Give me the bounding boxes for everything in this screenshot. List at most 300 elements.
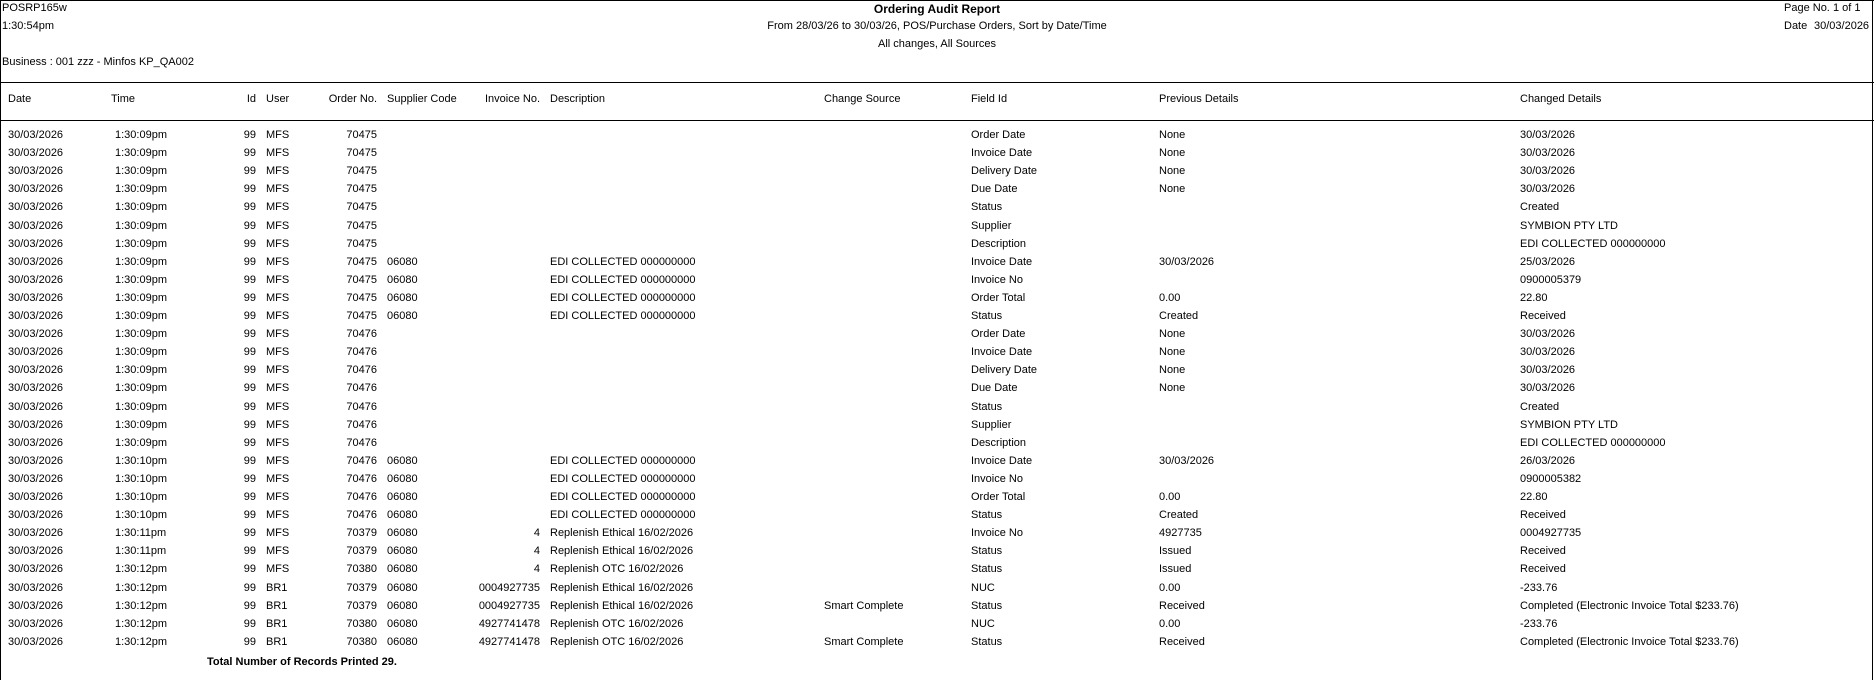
cell-time: 1:30:09pm — [115, 364, 167, 377]
table-row — [0, 437, 1874, 455]
cell-previous-details: 4927735 — [1159, 527, 1202, 540]
cell-date: 30/03/2026 — [8, 382, 64, 395]
table-row — [0, 582, 1874, 600]
cell-date: 30/03/2026 — [8, 400, 64, 413]
cell-time: 1:30:09pm — [115, 418, 167, 431]
table-row — [0, 364, 1874, 382]
cell-user: MFS — [266, 219, 290, 232]
cell-changed-details: 30/03/2026 — [1520, 165, 1576, 178]
cell-order-no: 70380 — [346, 635, 377, 648]
cell-date: 30/03/2026 — [8, 436, 64, 449]
cell-field-id: Invoice No — [971, 273, 1023, 286]
col-supplier-code: Supplier Code — [387, 93, 457, 105]
cell-date: 30/03/2026 — [8, 183, 64, 196]
cell-order-no: 70476 — [346, 346, 377, 359]
col-invoice-no: Invoice No. — [484, 93, 540, 105]
cell-supplier-code: 06080 — [387, 310, 418, 322]
cell-time: 1:30:09pm — [115, 165, 167, 178]
cell-order-no: 70475 — [346, 237, 377, 250]
report-date-value: 30/03/2026 — [1814, 20, 1870, 32]
cell-field-id: Status — [971, 310, 1003, 322]
cell-user: MFS — [266, 147, 290, 160]
cell-field-id: Status — [971, 563, 1003, 576]
cell-id: 99 — [243, 436, 256, 449]
cell-description: Replenish Ethical 16/02/2026 — [550, 581, 694, 594]
cell-previous-details: 0.00 — [1159, 291, 1181, 304]
cell-date: 30/03/2026 — [8, 346, 64, 359]
table-row — [0, 401, 1874, 419]
cell-changed-details: 30/03/2026 — [1520, 328, 1576, 341]
total-records: Total Number of Records Printed 29. — [207, 656, 397, 668]
cell-time: 1:30:10pm — [115, 472, 167, 485]
cell-time: 1:30:09pm — [115, 291, 167, 304]
cell-date: 30/03/2026 — [8, 201, 64, 214]
cell-time: 1:30:09pm — [115, 219, 167, 232]
cell-user: MFS — [266, 165, 290, 178]
cell-user: BR1 — [266, 581, 288, 594]
cell-field-id: Status — [971, 201, 1003, 214]
cell-previous-details: 0.00 — [1159, 581, 1181, 594]
cell-previous-details: None — [1159, 328, 1186, 341]
cell-order-no: 70476 — [346, 328, 377, 341]
column-header-row — [0, 93, 1874, 111]
cell-user: BR1 — [266, 599, 288, 612]
cell-description: Replenish OTC 16/02/2026 — [550, 617, 684, 630]
cell-id: 99 — [243, 237, 256, 250]
cell-time: 1:30:12pm — [115, 581, 167, 594]
cell-date: 30/03/2026 — [8, 617, 64, 630]
page-number-value: 1 of 1 — [1833, 2, 1861, 14]
cell-changed-details: Received — [1520, 509, 1566, 522]
cell-date: 30/03/2026 — [8, 328, 64, 341]
cell-field-id: Order Total — [971, 491, 1026, 503]
cell-previous-details: Issued — [1159, 563, 1192, 576]
cell-changed-details: EDI COLLECTED 000000000 — [1520, 237, 1666, 250]
cell-previous-details: 0.00 — [1159, 491, 1181, 503]
col-user: User — [266, 93, 290, 105]
cell-user: MFS — [266, 436, 290, 449]
cell-invoice-no: 4927741478 — [478, 617, 540, 630]
cell-id: 99 — [243, 617, 256, 630]
cell-time: 1:30:09pm — [115, 346, 167, 359]
cell-user: MFS — [266, 563, 290, 576]
col-previous-details: Previous Details — [1159, 93, 1239, 105]
cell-changed-details: 0900005382 — [1520, 472, 1582, 485]
cell-time: 1:30:09pm — [115, 400, 167, 413]
cell-time: 1:30:09pm — [115, 382, 167, 395]
cell-field-id: Order Date — [971, 328, 1026, 341]
cell-time: 1:30:09pm — [115, 310, 167, 322]
table-row — [0, 129, 1874, 147]
cell-id: 99 — [243, 364, 256, 377]
cell-changed-details: SYMBION PTY LTD — [1520, 219, 1619, 232]
cell-description: EDI COLLECTED 000000000 — [550, 310, 696, 322]
cell-date: 30/03/2026 — [8, 291, 64, 304]
cell-supplier-code: 06080 — [387, 545, 418, 558]
cell-order-no: 70476 — [346, 382, 377, 395]
cell-user: MFS — [266, 328, 290, 341]
cell-field-id: Status — [971, 599, 1003, 612]
cell-id: 99 — [243, 310, 256, 322]
cell-field-id: Description — [971, 237, 1027, 250]
cell-id: 99 — [243, 346, 256, 359]
cell-field-id: Description — [971, 436, 1027, 449]
cell-order-no: 70476 — [346, 509, 377, 522]
cell-date: 30/03/2026 — [8, 364, 64, 377]
table-row — [0, 274, 1874, 292]
table-row — [0, 310, 1874, 328]
cell-id: 99 — [243, 273, 256, 286]
cell-changed-details: Received — [1520, 310, 1566, 322]
cell-time: 1:30:12pm — [115, 617, 167, 630]
cell-order-no: 70476 — [346, 454, 377, 467]
cell-supplier-code: 06080 — [387, 491, 418, 503]
table-row — [0, 147, 1874, 165]
table-row — [0, 473, 1874, 491]
cell-changed-details: 22.80 — [1520, 291, 1548, 304]
cell-field-id: Invoice Date — [971, 454, 1033, 467]
cell-change-source: Smart Complete — [824, 635, 904, 648]
cell-user: MFS — [266, 545, 290, 558]
cell-time: 1:30:11pm — [115, 545, 167, 558]
cell-id: 99 — [243, 183, 256, 196]
cell-id: 99 — [243, 509, 256, 522]
cell-change-source: Smart Complete — [824, 599, 904, 612]
cell-field-id: Delivery Date — [971, 165, 1038, 178]
cell-field-id: Supplier — [971, 418, 1012, 431]
cell-time: 1:30:10pm — [115, 491, 167, 503]
cell-time: 1:30:09pm — [115, 183, 167, 196]
cell-supplier-code: 06080 — [387, 599, 418, 612]
cell-id: 99 — [243, 291, 256, 304]
cell-order-no: 70379 — [346, 599, 377, 612]
cell-id: 99 — [243, 491, 256, 503]
col-changed-details: Changed Details — [1520, 93, 1602, 105]
cell-order-no: 70475 — [346, 129, 377, 141]
cell-field-id: Status — [971, 545, 1003, 558]
table-row — [0, 328, 1874, 346]
cell-order-no: 70475 — [346, 183, 377, 196]
cell-order-no: 70476 — [346, 491, 377, 503]
table-row — [0, 201, 1874, 219]
cell-date: 30/03/2026 — [8, 545, 64, 558]
cell-date: 30/03/2026 — [8, 635, 64, 648]
cell-changed-details: Completed (Electronic Invoice Total $233.76) — [1520, 635, 1739, 648]
cell-date: 30/03/2026 — [8, 563, 64, 576]
cell-supplier-code: 06080 — [387, 291, 418, 304]
business-label: Business : 001 zzz - Minfos KP_QA002 — [2, 56, 194, 68]
table-row — [0, 545, 1874, 563]
cell-id: 99 — [243, 454, 256, 467]
cell-previous-details: 0.00 — [1159, 617, 1181, 630]
table-row — [0, 491, 1874, 509]
table-row — [0, 563, 1874, 581]
cell-id: 99 — [243, 400, 256, 413]
cell-invoice-no: 0004927735 — [478, 599, 540, 612]
cell-date: 30/03/2026 — [8, 472, 64, 485]
cell-previous-details: None — [1159, 129, 1186, 141]
cell-field-id: Delivery Date — [971, 364, 1038, 377]
cell-previous-details: None — [1159, 147, 1186, 160]
cell-description: EDI COLLECTED 000000000 — [550, 491, 696, 503]
cell-date: 30/03/2026 — [8, 219, 64, 232]
cell-previous-details: Created — [1159, 509, 1199, 522]
col-time: Time — [111, 93, 136, 105]
cell-user: MFS — [266, 400, 290, 413]
cell-changed-details: 22.80 — [1520, 491, 1548, 503]
cell-previous-details: 30/03/2026 — [1159, 454, 1215, 467]
cell-time: 1:30:09pm — [115, 328, 167, 341]
cell-id: 99 — [243, 545, 256, 558]
cell-order-no: 70475 — [346, 273, 377, 286]
cell-user: MFS — [266, 237, 290, 250]
cell-user: MFS — [266, 310, 290, 322]
cell-description: Replenish Ethical 16/02/2026 — [550, 545, 694, 558]
report-subtitle-2: All changes, All Sources — [877, 38, 997, 50]
cell-id: 99 — [243, 599, 256, 612]
cell-id: 99 — [243, 165, 256, 178]
cell-description: EDI COLLECTED 000000000 — [550, 472, 696, 485]
page-number-label: Page No. — [1784, 2, 1830, 14]
cell-supplier-code: 06080 — [387, 527, 418, 540]
cell-field-id: Invoice Date — [971, 255, 1033, 268]
cell-supplier-code: 06080 — [387, 509, 418, 522]
cell-id: 99 — [243, 255, 256, 268]
table-row — [0, 238, 1874, 256]
cell-changed-details: 30/03/2026 — [1520, 346, 1576, 359]
table-row — [0, 618, 1874, 636]
cell-order-no: 70476 — [346, 418, 377, 431]
cell-order-no: 70380 — [346, 563, 377, 576]
cell-order-no: 70476 — [346, 400, 377, 413]
cell-id: 99 — [243, 201, 256, 214]
table-row — [0, 256, 1874, 274]
cell-description: EDI COLLECTED 000000000 — [550, 255, 696, 268]
cell-order-no: 70379 — [346, 545, 377, 558]
report-title: Ordering Audit Report — [873, 2, 1001, 16]
col-field-id: Field Id — [971, 93, 1008, 105]
cell-changed-details: Created — [1520, 400, 1560, 413]
col-change-source: Change Source — [824, 93, 901, 105]
cell-user: MFS — [266, 418, 290, 431]
cell-field-id: Status — [971, 635, 1003, 648]
cell-field-id: Invoice Date — [971, 346, 1033, 359]
cell-order-no: 70380 — [346, 617, 377, 630]
cell-date: 30/03/2026 — [8, 418, 64, 431]
cell-time: 1:30:09pm — [115, 129, 167, 141]
cell-order-no: 70475 — [346, 165, 377, 178]
cell-field-id: Due Date — [971, 382, 1018, 395]
table-row — [0, 527, 1874, 545]
cell-user: MFS — [266, 454, 290, 467]
cell-changed-details: 25/03/2026 — [1520, 255, 1576, 268]
cell-user: MFS — [266, 201, 290, 214]
cell-date: 30/03/2026 — [8, 273, 64, 286]
cell-field-id: Order Total — [971, 291, 1026, 304]
cell-description: Replenish OTC 16/02/2026 — [550, 563, 684, 576]
cell-supplier-code: 06080 — [387, 273, 418, 286]
cell-field-id: NUC — [971, 581, 995, 594]
cell-user: MFS — [266, 491, 290, 503]
cell-time: 1:30:09pm — [115, 201, 167, 214]
cell-changed-details: 30/03/2026 — [1520, 183, 1576, 196]
cell-previous-details: Created — [1159, 310, 1199, 322]
cell-time: 1:30:09pm — [115, 273, 167, 286]
cell-date: 30/03/2026 — [8, 237, 64, 250]
report-code: POSRP165w — [2, 2, 67, 14]
cell-date: 30/03/2026 — [8, 129, 64, 141]
cell-date: 30/03/2026 — [8, 581, 64, 594]
cell-field-id: Invoice Date — [971, 147, 1033, 160]
col-date: Date — [8, 93, 32, 105]
table-row — [0, 183, 1874, 201]
cell-id: 99 — [243, 472, 256, 485]
cell-invoice-no: 0004927735 — [478, 581, 540, 594]
cell-order-no: 70475 — [346, 255, 377, 268]
cell-field-id: NUC — [971, 617, 995, 630]
report-time: 1:30:54pm — [2, 20, 54, 32]
cell-time: 1:30:09pm — [115, 255, 167, 268]
col-description: Description — [550, 93, 606, 105]
cell-id: 99 — [243, 527, 256, 540]
cell-order-no: 70476 — [346, 364, 377, 377]
cell-changed-details: Completed (Electronic Invoice Total $233.76) — [1520, 599, 1739, 612]
table-row — [0, 509, 1874, 527]
cell-changed-details: Received — [1520, 563, 1566, 576]
table-row — [0, 292, 1874, 310]
cell-previous-details: Received — [1159, 599, 1205, 612]
cell-order-no: 70476 — [346, 436, 377, 449]
cell-id: 99 — [243, 581, 256, 594]
table-row — [0, 419, 1874, 437]
cell-supplier-code: 06080 — [387, 563, 418, 576]
cell-time: 1:30:11pm — [115, 527, 167, 540]
cell-invoice-no: 4 — [533, 527, 540, 540]
cell-order-no: 70379 — [346, 581, 377, 594]
cell-order-no: 70475 — [346, 291, 377, 304]
cell-supplier-code: 06080 — [387, 454, 418, 467]
table-row — [0, 636, 1874, 654]
cell-changed-details: SYMBION PTY LTD — [1520, 418, 1619, 431]
cell-order-no: 70476 — [346, 472, 377, 485]
cell-description: Replenish OTC 16/02/2026 — [550, 635, 684, 648]
cell-date: 30/03/2026 — [8, 310, 64, 322]
cell-changed-details: 30/03/2026 — [1520, 382, 1576, 395]
cell-previous-details: None — [1159, 346, 1186, 359]
cell-user: MFS — [266, 129, 290, 141]
cell-field-id: Invoice No — [971, 527, 1023, 540]
cell-id: 99 — [243, 219, 256, 232]
cell-date: 30/03/2026 — [8, 165, 64, 178]
cell-order-no: 70475 — [346, 310, 377, 322]
cell-changed-details: Created — [1520, 201, 1560, 214]
cell-id: 99 — [243, 129, 256, 141]
cell-time: 1:30:10pm — [115, 454, 167, 467]
table-row — [0, 165, 1874, 183]
cell-invoice-no: 4 — [533, 545, 540, 558]
cell-user: MFS — [266, 273, 290, 286]
cell-previous-details: None — [1159, 382, 1186, 395]
cell-user: MFS — [266, 255, 290, 268]
cell-changed-details: 30/03/2026 — [1520, 129, 1576, 141]
cell-user: BR1 — [266, 617, 288, 630]
cell-description: EDI COLLECTED 000000000 — [550, 273, 696, 286]
page-top-border — [0, 0, 1874, 1]
cell-previous-details: None — [1159, 364, 1186, 377]
cell-date: 30/03/2026 — [8, 454, 64, 467]
cell-id: 99 — [243, 563, 256, 576]
table-row — [0, 220, 1874, 238]
cell-time: 1:30:12pm — [115, 563, 167, 576]
cell-date: 30/03/2026 — [8, 509, 64, 522]
cell-user: MFS — [266, 382, 290, 395]
cell-description: EDI COLLECTED 000000000 — [550, 509, 696, 522]
cell-previous-details: Received — [1159, 635, 1205, 648]
cell-date: 30/03/2026 — [8, 599, 64, 612]
cell-previous-details: 30/03/2026 — [1159, 255, 1215, 268]
report-date-label: Date — [1784, 20, 1808, 32]
cell-user: MFS — [266, 291, 290, 304]
cell-changed-details: 0900005379 — [1520, 273, 1582, 286]
table-row — [0, 382, 1874, 400]
cell-time: 1:30:12pm — [115, 635, 167, 648]
cell-user: BR1 — [266, 635, 288, 648]
cell-order-no: 70475 — [346, 147, 377, 160]
cell-field-id: Invoice No — [971, 472, 1023, 485]
col-id: Id — [246, 93, 256, 105]
cell-user: MFS — [266, 183, 290, 196]
cell-changed-details: 30/03/2026 — [1520, 364, 1576, 377]
cell-description: Replenish Ethical 16/02/2026 — [550, 599, 694, 612]
cell-description: EDI COLLECTED 000000000 — [550, 454, 696, 467]
cell-id: 99 — [243, 328, 256, 341]
cell-user: MFS — [266, 509, 290, 522]
cell-date: 30/03/2026 — [8, 527, 64, 540]
cell-field-id: Supplier — [971, 219, 1012, 232]
cell-supplier-code: 06080 — [387, 472, 418, 485]
cell-user: MFS — [266, 527, 290, 540]
cell-time: 1:30:10pm — [115, 509, 167, 522]
cell-order-no: 70379 — [346, 527, 377, 540]
cell-field-id: Status — [971, 400, 1003, 413]
cell-field-id: Order Date — [971, 129, 1026, 141]
cell-previous-details: Issued — [1159, 545, 1192, 558]
cell-previous-details: None — [1159, 183, 1186, 196]
col-order-no: Order No. — [328, 93, 377, 105]
cell-changed-details: -233.76 — [1520, 581, 1558, 594]
table-row — [0, 346, 1874, 364]
cell-user: MFS — [266, 364, 290, 377]
cell-date: 30/03/2026 — [8, 255, 64, 268]
cell-supplier-code: 06080 — [387, 617, 418, 630]
cell-id: 99 — [243, 147, 256, 160]
cell-changed-details: 26/03/2026 — [1520, 454, 1576, 467]
cell-order-no: 70475 — [346, 201, 377, 214]
cell-time: 1:30:12pm — [115, 599, 167, 612]
cell-field-id: Due Date — [971, 183, 1018, 196]
cell-user: MFS — [266, 472, 290, 485]
cell-user: MFS — [266, 346, 290, 359]
header-top-rule — [0, 82, 1874, 83]
cell-supplier-code: 06080 — [387, 635, 418, 648]
cell-previous-details: None — [1159, 165, 1186, 178]
cell-field-id: Status — [971, 509, 1003, 522]
cell-changed-details: EDI COLLECTED 000000000 — [1520, 436, 1666, 449]
cell-id: 99 — [243, 382, 256, 395]
table-row — [0, 455, 1874, 473]
cell-date: 30/03/2026 — [8, 491, 64, 503]
cell-supplier-code: 06080 — [387, 581, 418, 594]
